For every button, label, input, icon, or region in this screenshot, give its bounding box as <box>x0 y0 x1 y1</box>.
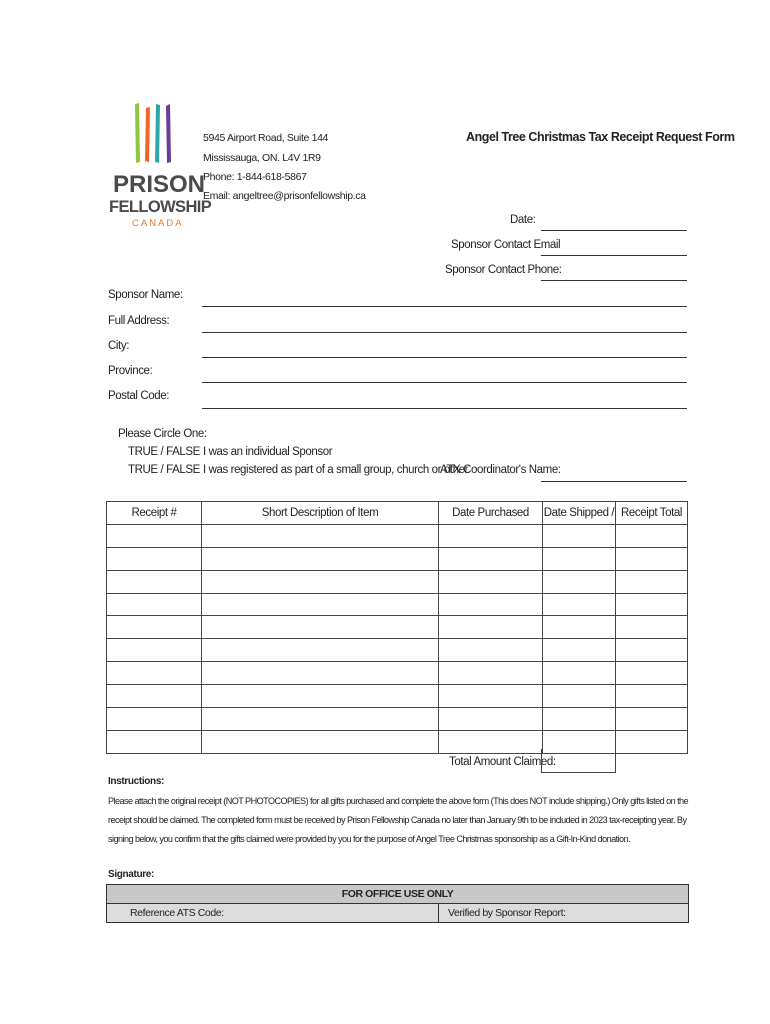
date-field[interactable] <box>541 230 687 231</box>
date-label: Date: <box>510 214 536 226</box>
logo-stripe-teal <box>155 104 160 163</box>
address-line-1: 5945 Airport Road, Suite 144 <box>203 132 329 144</box>
description-cell[interactable] <box>202 570 439 593</box>
description-cell[interactable] <box>202 730 439 753</box>
receipt-number-cell[interactable] <box>107 593 202 616</box>
logo-stripe-green <box>135 103 140 163</box>
receipt-total-cell[interactable] <box>616 616 688 639</box>
date-purchased-cell[interactable] <box>439 730 543 753</box>
logo-stripe-orange <box>145 107 150 162</box>
receipt-number-cell[interactable] <box>107 662 202 685</box>
verified-by-sponsor-label: Verified by Sponsor Report: <box>448 907 566 919</box>
instructions-line-3: signing below, you confirm that the gifts claimed were provided by you for the purpose of Angel Tree Christmas sponsorship as a Gift-In-Kind donation. <box>108 834 631 844</box>
address-line-2: Mississauga, ON. L4V 1R9 <box>203 152 321 164</box>
signature-label: Signature: <box>108 869 154 880</box>
total-claimed-field[interactable] <box>541 749 616 773</box>
receipt-number-cell[interactable] <box>107 524 202 547</box>
office-divider <box>438 904 439 922</box>
city-label: City: <box>108 340 130 352</box>
receipt-table-body <box>107 524 688 753</box>
phone-text: Phone: 1-844-618-5867 <box>203 171 307 183</box>
logo <box>108 100 212 234</box>
receipt-total-cell[interactable] <box>616 708 688 731</box>
receipt-total-cell[interactable] <box>616 570 688 593</box>
city-field[interactable] <box>202 357 687 358</box>
province-label: Province: <box>108 365 153 377</box>
logo-word-prison: PRISON <box>113 171 206 198</box>
date-purchased-cell[interactable] <box>439 616 543 639</box>
receipt-number-cell[interactable] <box>107 570 202 593</box>
date-purchased-cell[interactable] <box>439 708 543 731</box>
date-shipped-cell[interactable] <box>543 524 616 547</box>
sponsor-name-label: Sponsor Name: <box>108 289 183 301</box>
office-use-row <box>107 904 688 922</box>
table-row <box>107 570 688 593</box>
email-text: Email: angeltree@prisonfellowship.ca <box>203 190 366 202</box>
sponsor-email-field[interactable] <box>541 255 687 256</box>
date-shipped-cell[interactable] <box>543 570 616 593</box>
table-row <box>107 524 688 547</box>
date-purchased-cell[interactable] <box>439 547 543 570</box>
reference-ats-code-label: Reference ATS Code: <box>130 907 224 919</box>
receipt-number-cell[interactable] <box>107 708 202 731</box>
province-field[interactable] <box>202 382 687 383</box>
date-purchased-cell[interactable] <box>439 685 543 708</box>
office-use-title: FOR OFFICE USE ONLY <box>107 885 688 904</box>
date-shipped-cell[interactable] <box>543 639 616 662</box>
group-sponsor-text: I was registered as part of a small group, church or other <box>203 464 469 476</box>
description-cell[interactable] <box>202 547 439 570</box>
receipt-number-cell[interactable] <box>107 547 202 570</box>
date-shipped-cell[interactable] <box>543 685 616 708</box>
individual-true-false[interactable]: TRUE / FALSE <box>128 446 200 458</box>
receipt-total-cell[interactable] <box>616 524 688 547</box>
individual-sponsor-text: I was an individual Sponsor <box>203 446 333 458</box>
receipt-total-cell[interactable] <box>616 593 688 616</box>
description-cell[interactable] <box>202 639 439 662</box>
col-date-shipped: Date Shipped / <box>543 502 616 525</box>
description-cell[interactable] <box>202 708 439 731</box>
table-row <box>107 708 688 731</box>
receipt-number-cell[interactable] <box>107 616 202 639</box>
table-row <box>107 662 688 685</box>
date-shipped-cell[interactable] <box>543 593 616 616</box>
date-shipped-cell[interactable] <box>543 708 616 731</box>
sponsor-email-label: Sponsor Contact Email <box>451 239 561 251</box>
date-purchased-cell[interactable] <box>439 570 543 593</box>
office-use-box <box>106 884 689 923</box>
date-purchased-cell[interactable] <box>439 662 543 685</box>
receipt-table <box>106 501 688 754</box>
description-cell[interactable] <box>202 685 439 708</box>
description-cell[interactable] <box>202 524 439 547</box>
instructions-line-2: receipt should be claimed. The completed form must be received by Prison Fellowship Canada no later than January 9th to be included in 2023 tax-receipting year. By <box>108 815 687 825</box>
instructions-heading: Instructions: <box>108 776 165 787</box>
coordinator-field[interactable] <box>541 481 687 482</box>
form-title: Angel Tree Christmas Tax Receipt Request Form <box>466 130 735 144</box>
col-receipt-number: Receipt # <box>107 502 202 525</box>
description-cell[interactable] <box>202 662 439 685</box>
receipt-total-cell[interactable] <box>616 639 688 662</box>
table-row <box>107 547 688 570</box>
receipt-number-cell[interactable] <box>107 639 202 662</box>
instructions-line-1: Please attach the original receipt (NOT PHOTOCOPIES) for all gifts purchased and complete the above form (This does NOT include shipping.) Only gifts listed on the <box>108 796 689 806</box>
date-purchased-cell[interactable] <box>439 593 543 616</box>
description-cell[interactable] <box>202 616 439 639</box>
circle-prompt: Please Circle One: <box>118 428 207 440</box>
postal-code-field[interactable] <box>202 408 687 409</box>
receipt-total-cell[interactable] <box>616 662 688 685</box>
sponsor-phone-label: Sponsor Contact Phone: <box>445 264 562 276</box>
group-true-false[interactable]: TRUE / FALSE <box>128 464 200 476</box>
col-description: Short Description of Item <box>202 502 439 525</box>
logo-word-canada: CANADA <box>132 218 184 229</box>
receipt-number-cell[interactable] <box>107 730 202 753</box>
table-row <box>107 685 688 708</box>
logo-stripes-graphic <box>108 100 198 170</box>
date-shipped-cell[interactable] <box>543 662 616 685</box>
col-date-purchased: Date Purchased <box>439 502 543 525</box>
receipt-total-cell[interactable] <box>616 547 688 570</box>
receipt-total-cell[interactable] <box>616 730 688 753</box>
table-row <box>107 616 688 639</box>
sponsor-name-field[interactable] <box>202 306 687 307</box>
date-shipped-cell[interactable] <box>543 547 616 570</box>
total-claimed-label: Total Amount Claimed: <box>449 756 556 768</box>
table-row <box>107 593 688 616</box>
receipt-total-cell[interactable] <box>616 685 688 708</box>
postal-code-label: Postal Code: <box>108 390 170 402</box>
receipt-number-cell[interactable] <box>107 685 202 708</box>
full-address-field[interactable] <box>202 332 687 333</box>
full-address-label: Full Address: <box>108 315 170 327</box>
sponsor-phone-field[interactable] <box>541 280 687 281</box>
logo-word-fellowship: FELLOWSHIP <box>109 198 212 216</box>
table-header-row <box>107 502 688 525</box>
logo-stripe-purple <box>166 104 171 163</box>
coordinator-label: ATX Coordinator's Name: <box>440 464 561 476</box>
date-shipped-cell[interactable] <box>543 616 616 639</box>
table-row <box>107 639 688 662</box>
date-purchased-cell[interactable] <box>439 524 543 547</box>
description-cell[interactable] <box>202 593 439 616</box>
col-receipt-total: Receipt Total <box>616 502 688 525</box>
date-purchased-cell[interactable] <box>439 639 543 662</box>
